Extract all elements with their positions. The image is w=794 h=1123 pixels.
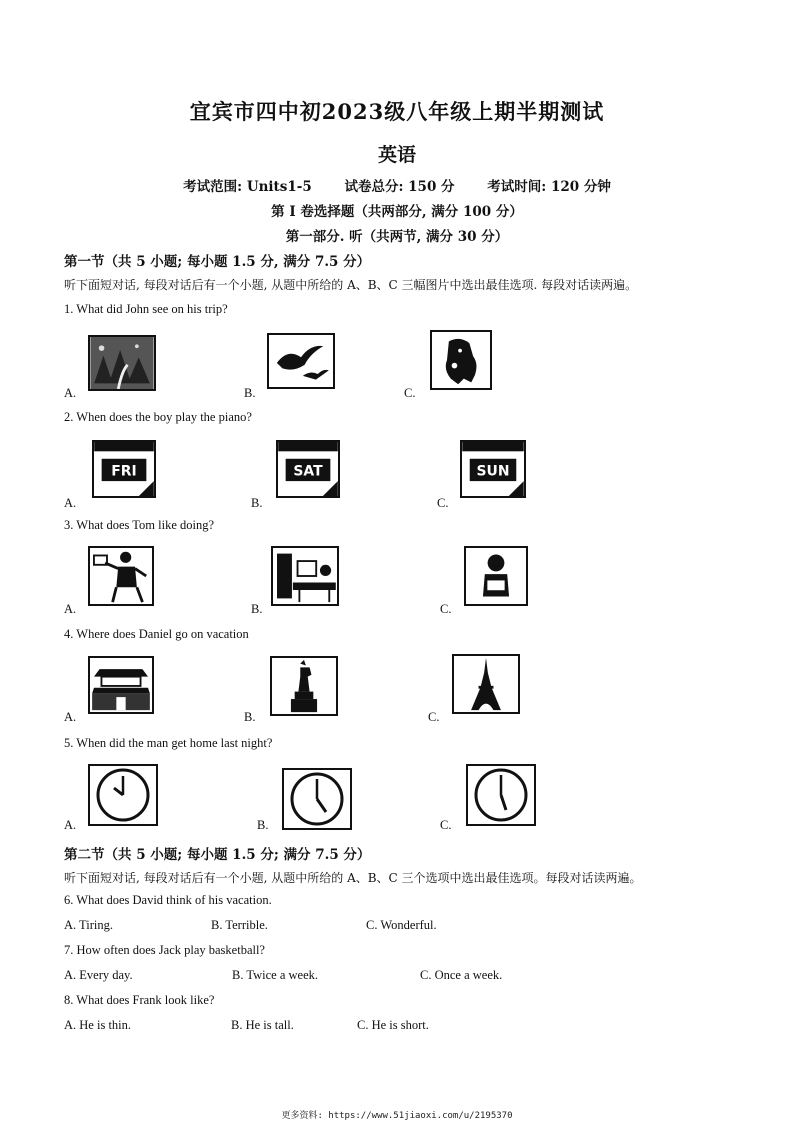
calendar-day-b: SAT (293, 463, 323, 480)
tiananmen-icon (90, 658, 152, 712)
q2-picture-a (92, 440, 156, 498)
computer-desk-icon (273, 548, 337, 604)
q3-label-a: A. (64, 602, 77, 616)
q5-label-c: C. (440, 818, 452, 832)
q8-option-b: B. He is tall. (231, 1018, 294, 1032)
section1-heading: 第一节（共 5 小题; 每小题 1.5 分, 满分 7.5 分） (64, 254, 371, 270)
q1-picture-a (88, 335, 156, 391)
basketball-player-icon (90, 548, 152, 604)
q3-label-c: C. (440, 602, 452, 616)
q1-label-c: C. (404, 386, 416, 400)
q8-option-c: C. He is short. (357, 1018, 429, 1032)
section1-instruction: 听下面短对话, 每段对话后有一个小题, 从题中所给的 A、B、C 三幅图片中选出最佳选项. 每段对话读两遍。 (64, 278, 638, 292)
calendar-day-c: SUN (476, 463, 510, 480)
q6-option-a: A. Tiring. (64, 918, 113, 932)
calendar-icon (278, 442, 338, 496)
q1-picture-c (430, 330, 492, 390)
q5-picture-c (466, 764, 536, 826)
footer-link[interactable]: 更多资料: https://www.51jiaoxi.com/u/2195370 (281, 1111, 513, 1121)
q4-label-a: A. (64, 710, 77, 724)
section2-instruction: 听下面短对话, 每段对话后有一个小题, 从题中所给的 A、B、C 三个选项中选出最佳选项。每段对话读两遍。 (64, 871, 642, 885)
volume-heading: 第 I 卷选择题（共两部分, 满分 100 分） (271, 204, 523, 220)
q7-option-c: C. Once a week. (420, 968, 503, 982)
clock-icon (282, 768, 352, 830)
question-5: 5. When did the man get home last night? (64, 736, 273, 750)
q3-picture-b (271, 546, 339, 606)
q3-label-b: B. (251, 602, 263, 616)
eiffel-tower-icon (454, 656, 518, 712)
question-6: 6. What does David think of his vacation. (64, 893, 272, 907)
calendar-icon (462, 442, 524, 496)
question-7: 7. How often does Jack play basketball? (64, 943, 265, 957)
q8-option-a: A. He is thin. (64, 1018, 132, 1032)
q4-picture-b (270, 656, 338, 716)
clock-icon (88, 764, 158, 826)
q4-picture-a (88, 656, 154, 714)
q2-picture-c (460, 440, 526, 498)
q4-label-b: B. (244, 710, 256, 724)
calendar-icon (94, 442, 154, 496)
question-2: 2. When does the boy play the piano? (64, 410, 252, 424)
q5-label-b: B. (257, 818, 269, 832)
calendar-day-a: FRI (111, 463, 137, 480)
q2-label-c: C. (437, 496, 449, 510)
q2-picture-b (276, 440, 340, 498)
q6-option-b: B. Terrible. (211, 918, 268, 932)
birds-icon (269, 335, 333, 387)
dog-icon (432, 332, 490, 388)
exam-meta (0, 175, 794, 195)
question-8: 8. What does Frank look like? (64, 993, 215, 1007)
statue-of-liberty-icon (272, 658, 336, 714)
reading-boy-icon (466, 548, 526, 604)
question-1: 1. What did John see on his trip? (64, 302, 228, 316)
clock-icon (466, 764, 536, 826)
exam-title: 宜宾市四中初2023级八年级上期半期测试 (189, 99, 605, 124)
forest-icon (90, 337, 154, 389)
exam-scope: 考试范围: Units1-5 (183, 179, 312, 195)
q6-option-c: C. Wonderful. (366, 918, 437, 932)
q1-label-a: A. (64, 386, 77, 400)
q5-picture-b (282, 768, 352, 830)
q7-option-b: B. Twice a week. (232, 968, 319, 982)
q2-label-a: A. (64, 496, 77, 510)
q1-label-b: B. (244, 386, 256, 400)
section2-heading: 第二节（共 5 小题; 每小题 1.5 分; 满分 7.5 分） (64, 847, 371, 863)
q2-label-b: B. (251, 496, 263, 510)
q1-picture-b (267, 333, 335, 389)
part-heading: 第一部分. 听（共两节, 满分 30 分） (285, 229, 509, 245)
q7-option-a: A. Every day. (64, 968, 133, 982)
exam-time: 考试时间: 120 分钟 (487, 179, 611, 195)
q5-picture-a (88, 764, 158, 826)
question-3: 3. What does Tom like doing? (64, 518, 215, 532)
exam-subject: 英语 (377, 144, 416, 166)
question-4: 4. Where does Daniel go on vacation (64, 627, 249, 641)
q4-picture-c (452, 654, 520, 714)
q5-label-a: A. (64, 818, 77, 832)
q4-label-c: C. (428, 710, 440, 724)
q3-picture-c (464, 546, 528, 606)
exam-total-score: 试卷总分: 150 分 (344, 179, 455, 195)
q3-picture-a (88, 546, 154, 606)
